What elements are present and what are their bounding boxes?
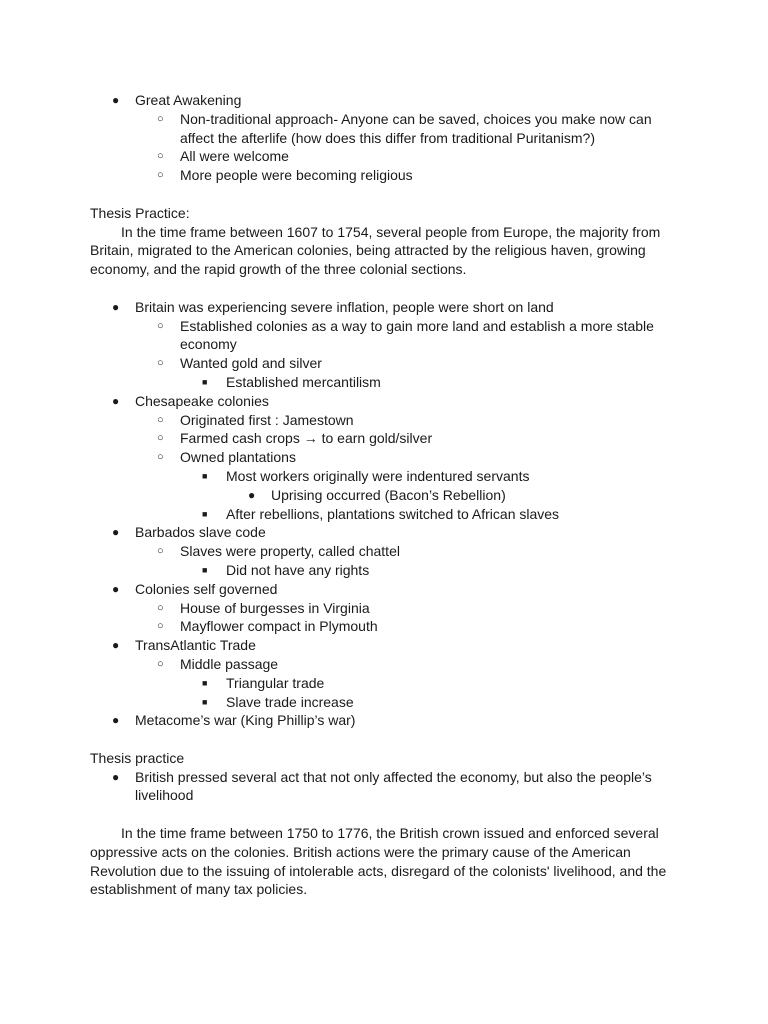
list-item <box>90 429 680 448</box>
bullet-icon: ● <box>112 638 120 653</box>
list-item-text: Uprising occurred (Bacon’s Rebellion) <box>271 486 506 503</box>
list-item <box>90 317 680 355</box>
bullet-icon: ● <box>112 299 120 314</box>
list-item-text: Metacome’s war (King Phillip’s war) <box>135 712 356 729</box>
thesis-practice-heading-2: Thesis practice <box>90 749 185 766</box>
bullet-icon: ■ <box>202 470 208 481</box>
list-item <box>90 298 680 317</box>
bullet-icon: ■ <box>202 677 208 688</box>
list-item-text: Triangular trade <box>226 674 325 691</box>
list-item-text: Slaves were property, called chattel <box>180 543 400 560</box>
thesis-practice-heading: Thesis Practice: <box>90 204 190 221</box>
list-item <box>90 91 680 110</box>
list-item-text: Owned plantations <box>180 449 296 466</box>
list-item <box>90 354 680 373</box>
list-item <box>90 580 680 599</box>
list-item <box>90 110 680 148</box>
list-item <box>90 599 680 618</box>
list-item-text: Chesapeake colonies <box>135 392 269 409</box>
list-item-text: TransAtlantic Trade <box>135 637 256 654</box>
list-item <box>90 674 680 693</box>
bullet-icon: ● <box>112 93 120 107</box>
bullet-icon: ■ <box>202 508 208 519</box>
list-item <box>90 486 680 505</box>
bullet-icon: ○ <box>157 413 164 426</box>
list-item <box>90 636 680 655</box>
colonial-notes-list <box>90 298 680 730</box>
list-item <box>90 505 680 524</box>
bullet-icon: ■ <box>202 564 208 575</box>
list-item-text: Established mercantilism <box>226 373 381 390</box>
bullet-icon: ● <box>112 393 120 408</box>
list-item <box>90 655 680 674</box>
bullet-icon: ○ <box>157 112 164 125</box>
list-item <box>90 147 680 166</box>
list-item-text: Middle passage <box>180 655 279 672</box>
list-item-text: Established colonies as a way to gain more land and establish a more stable economy <box>180 317 654 353</box>
spacer <box>90 279 680 298</box>
list-item-text: All were welcome <box>180 148 289 165</box>
great-awakening-list <box>90 91 680 185</box>
bullet-icon: ○ <box>157 432 164 445</box>
bullet-icon: ● <box>112 713 120 728</box>
list-item-text: After rebellions, plantations switched to African slaves <box>226 505 560 522</box>
list-item-text: Did not have any rights <box>226 561 370 578</box>
bullet-icon: ○ <box>157 357 164 370</box>
list-item-text: Colonies self governed <box>135 580 278 597</box>
list-item-text: House of burgesses in Virginia <box>180 599 370 616</box>
list-item <box>90 392 680 411</box>
document-body <box>90 91 680 899</box>
bullet-icon: ○ <box>157 545 164 558</box>
bullet-icon: ■ <box>202 376 208 387</box>
list-item <box>90 166 680 185</box>
bullet-icon: ○ <box>157 657 164 670</box>
list-item <box>90 542 680 561</box>
list-item <box>90 373 680 392</box>
list-item-text: More people were becoming religious <box>180 167 413 184</box>
bullet-icon: ● <box>248 487 256 502</box>
list-item-text: Non-traditional approach- Anyone can be saved, choices you make now can affect the afterlife (how does this differ from traditional Puritanism?) <box>180 110 652 146</box>
list-item <box>90 768 680 806</box>
bullet-icon: ○ <box>157 601 164 614</box>
spacer <box>90 805 680 824</box>
list-item <box>90 467 680 486</box>
list-item <box>90 693 680 712</box>
spacer <box>90 730 680 749</box>
list-item-text: British pressed several act that not only affected the economy, but also the people’s livelihood <box>135 768 652 804</box>
thesis-paragraph-2: In the time frame between 1750 to 1776, the British crown issued and enforced several oppressive acts on the colonies. British actions were the primary cause of the American Revolution due to the issuing of intolerable acts, disregard of the colonists' livelihood, and the establishment of many tax policies. <box>90 825 667 898</box>
thesis-paragraph-1: In the time frame between 1607 to 1754, several people from Europe, the majority from Britain, migrated to the American colonies, being attracted by the religious haven, growing economy, and the rapid growth of the three colonial sections. <box>90 223 661 278</box>
list-item-text: Slave trade increase <box>226 693 354 710</box>
list-item-text: Mayflower compact in Plymouth <box>180 618 378 635</box>
list-item-text: Britain was experiencing severe inflation, people were short on land <box>135 298 554 315</box>
list-item <box>90 561 680 580</box>
bullet-icon: ○ <box>157 451 164 464</box>
bullet-icon: ● <box>112 769 120 784</box>
list-item <box>90 411 680 430</box>
list-item-text: Farmed cash crops → to earn gold/silver <box>180 430 433 447</box>
list-item-text: Most workers originally were indentured servants <box>226 467 530 484</box>
list-item-text: Originated first : Jamestown <box>180 411 354 428</box>
bullet-icon: ○ <box>157 620 164 633</box>
bullet-icon: ● <box>112 581 120 596</box>
list-item <box>90 711 680 730</box>
list-item-text: Wanted gold and silver <box>180 355 322 372</box>
bullet-icon: ○ <box>157 150 164 163</box>
bullet-icon: ○ <box>157 319 164 332</box>
list-item <box>90 523 680 542</box>
bullet-icon: ● <box>112 525 120 540</box>
spacer <box>90 185 680 204</box>
bullet-icon: ■ <box>202 696 208 707</box>
list-item-text: Barbados slave code <box>135 524 266 541</box>
bullet-icon: ○ <box>157 169 164 182</box>
list-item <box>90 448 680 467</box>
list-item-text: Great Awakening <box>135 92 242 108</box>
list-item <box>90 617 680 636</box>
